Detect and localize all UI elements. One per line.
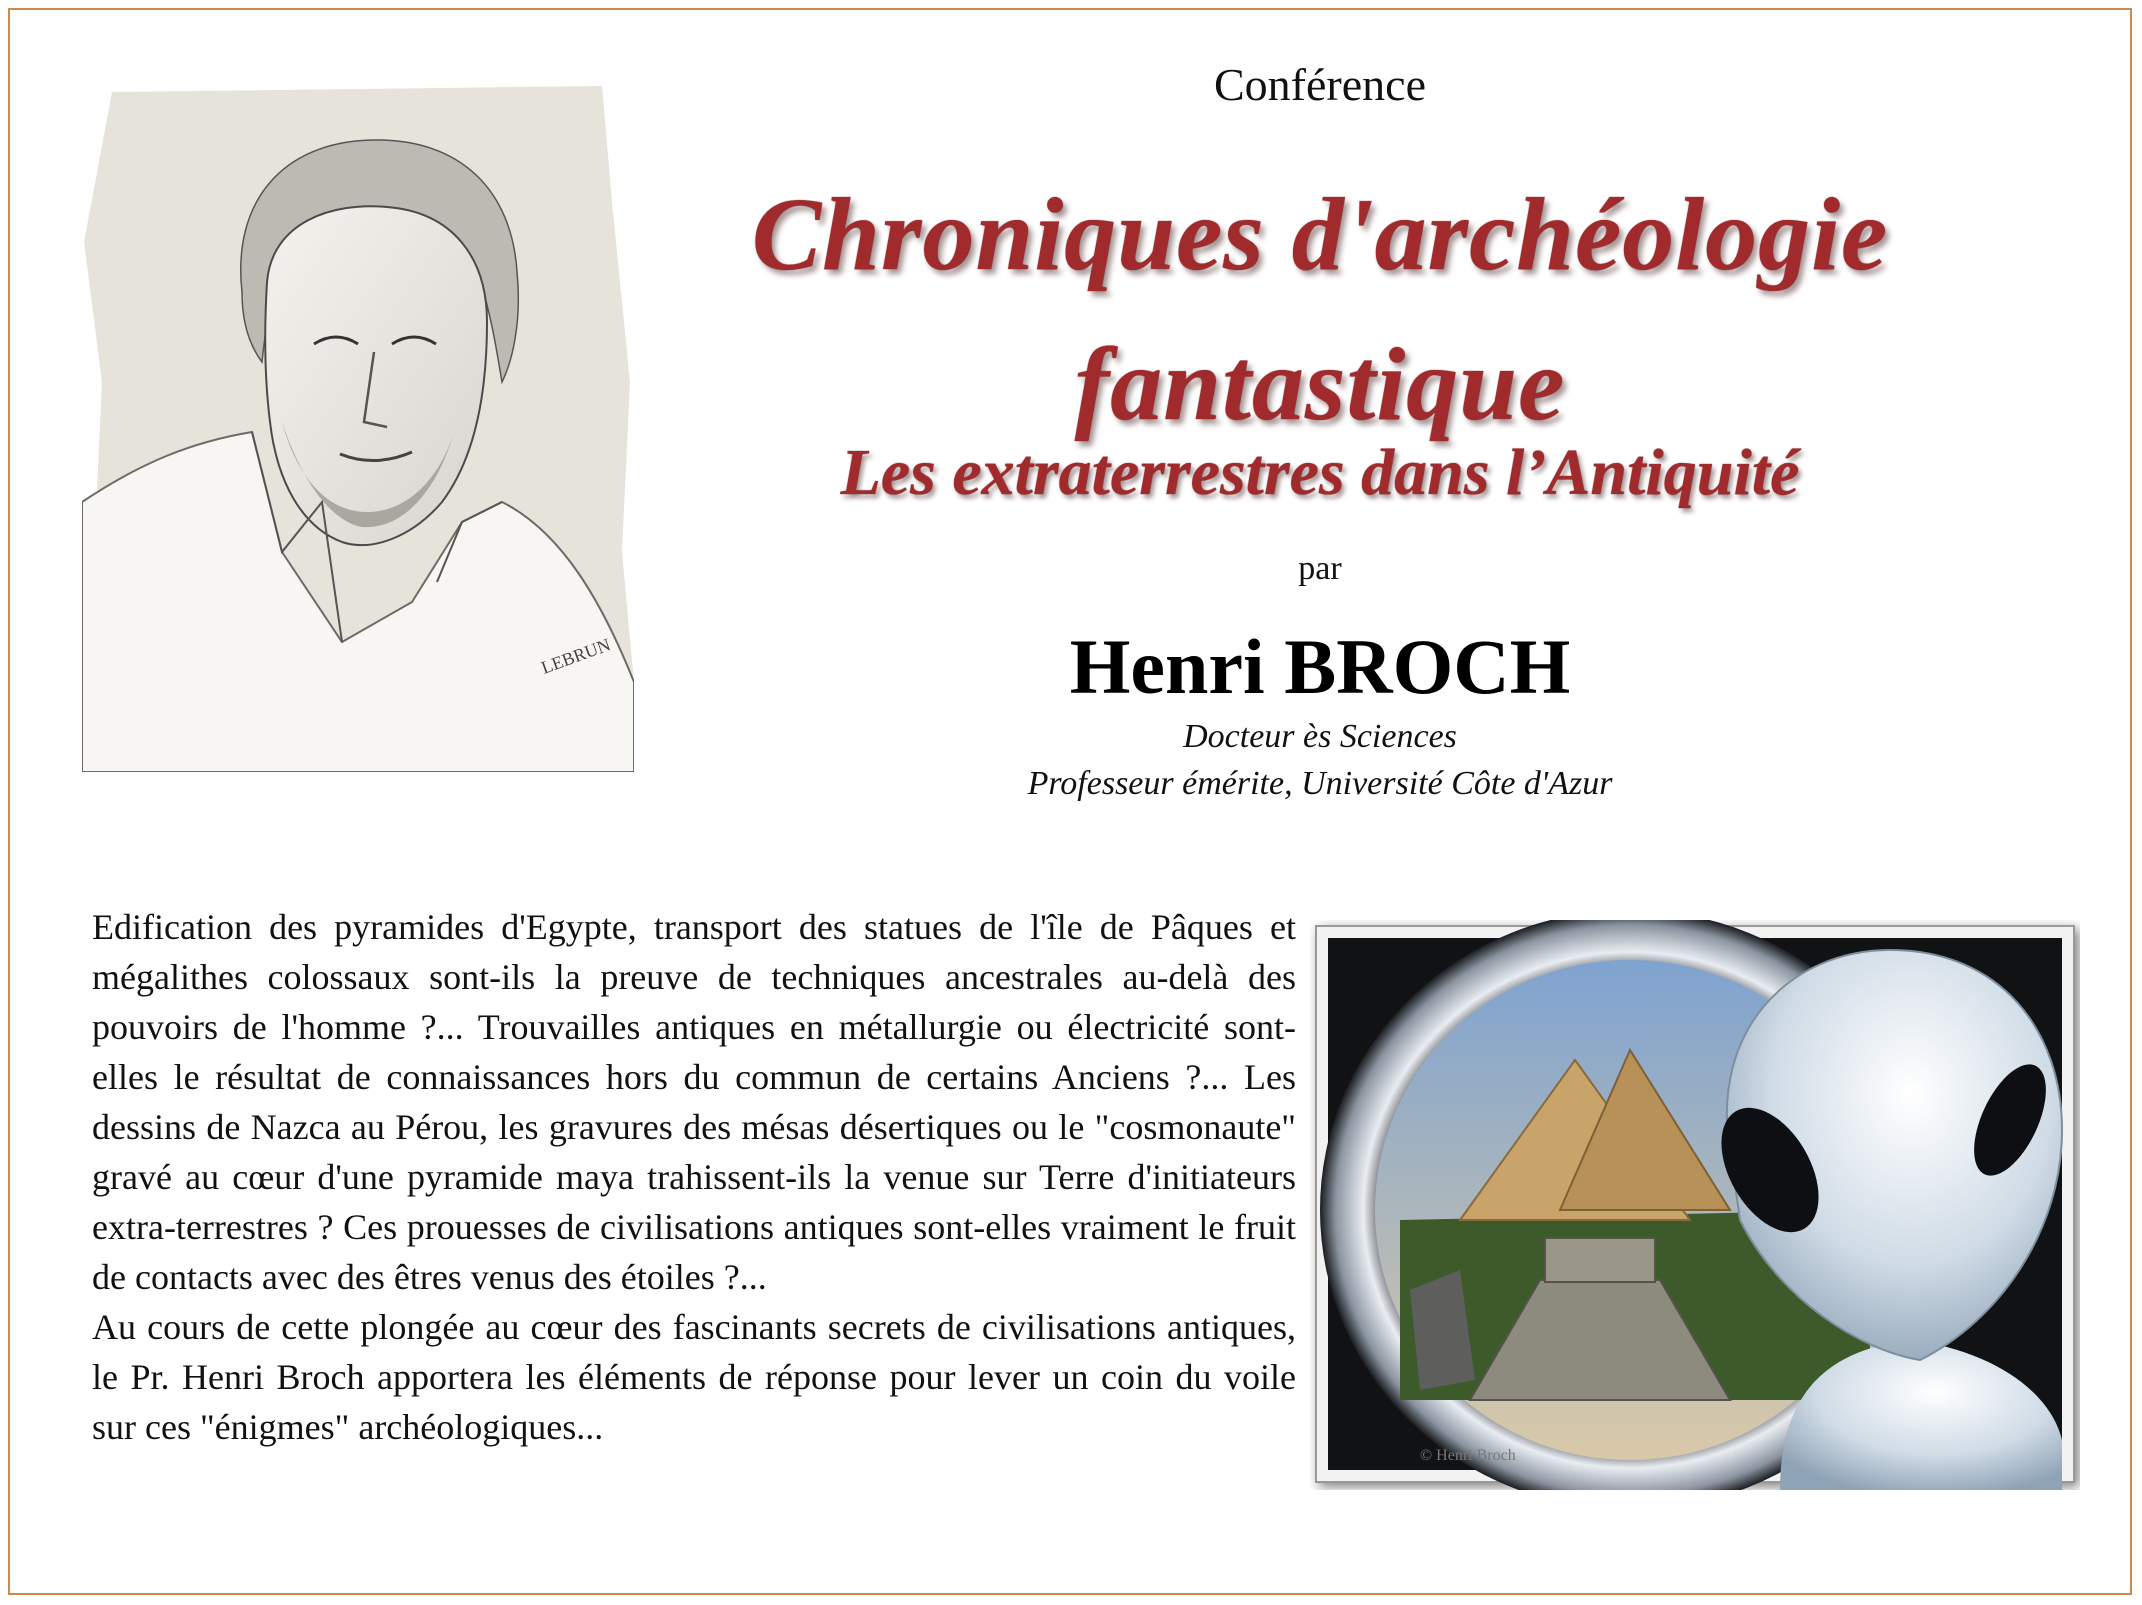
main-title-line1: Chroniques d'archéologie [751, 177, 1889, 292]
main-title [650, 160, 1990, 460]
photo-watermark: © Henri Broch [1420, 1447, 1516, 1464]
main-title-line2: fantastique [1074, 327, 1566, 442]
description [92, 902, 1296, 1452]
subtitle: Les extraterrestres dans l’Antiquité [840, 436, 1800, 509]
alien-pyramids-illustration [1310, 920, 2080, 1490]
portrait-sketch [82, 82, 634, 772]
by-label: par [1298, 550, 1342, 587]
description-paragraph-2: Au cours de cette plongée au cœur des fascinants secrets de civilisations antiques, le Pr. Henri Broch apportera les éléments de réponse pour lever un coin du voile sur ces "énigmes" archéologiques... [92, 1307, 1296, 1447]
portrait-signature: LEBRUN [538, 634, 614, 678]
description-paragraph-1: Edification des pyramides d'Egypte, transport des statues de l'île de Pâques et mégalithes colossaux sont-ils la preuve de techniques ancestrales au-delà des pouvoirs de l'homme ?... Trouvailles antiques en métallurgie ou électricité sont-elles le résultat de connaissances hors du commun de certains Anciens ?... Les dessins de Nazca au Pérou, les gravures des mésas désertiques ou le "cosmonaute" gravé au cœur d'une pyramide maya trahissent-ils la venue sur Terre d'initiateurs extra-terrestres ? Ces prouesses de civilisations antiques sont-elles vraiment le fruit de contacts avec des êtres venus des étoiles ?... [92, 907, 1296, 1297]
conference-label: Conférence [1214, 59, 1426, 110]
speaker-name: Henri BROCH [1069, 623, 1571, 710]
poster-frame [8, 8, 2132, 1595]
speaker-credential-1: Docteur ès Sciences [1183, 718, 1457, 755]
maya-temple [1545, 1238, 1655, 1282]
speaker-credential-2: Professeur émérite, Université Côte d'Azur [1027, 765, 1613, 802]
